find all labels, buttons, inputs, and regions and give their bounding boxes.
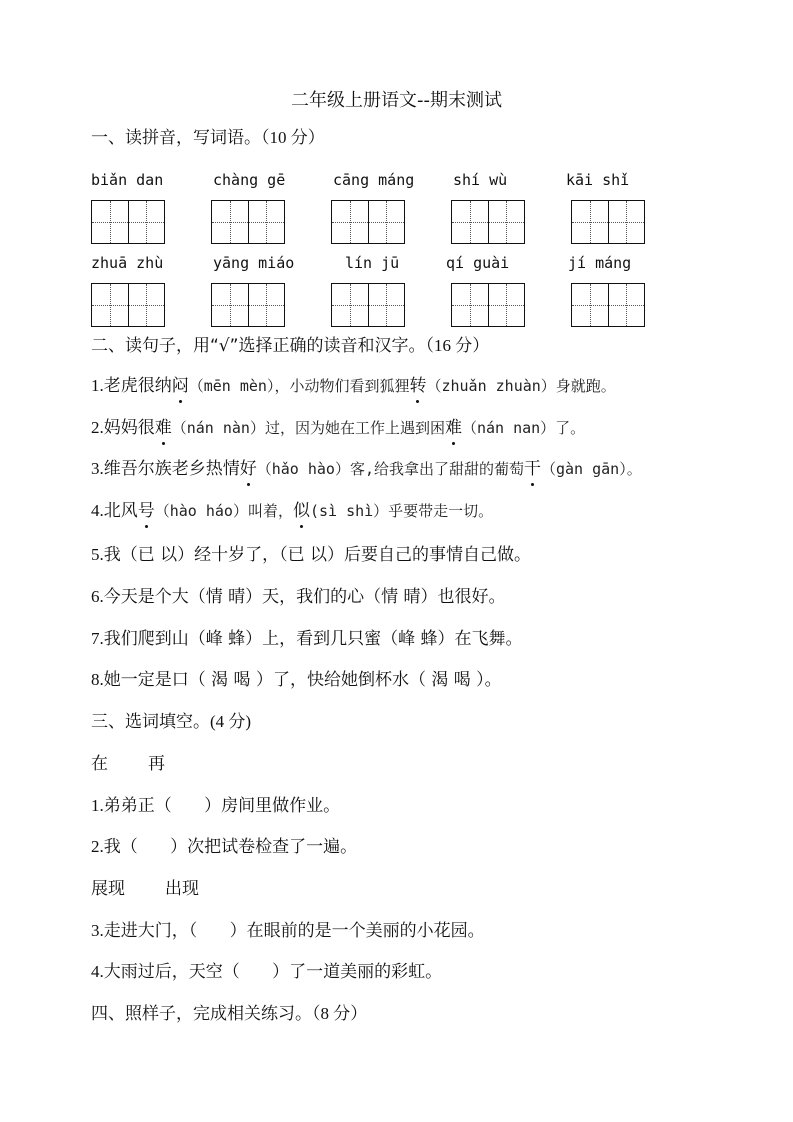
fill-item (91, 835, 357, 859)
question-text: 弟弟正（ ）房间里做作业。 (103, 796, 341, 816)
question-text: 我们爬到山（峰 蜂）上，看到几只蜜（峰 蜂）在飞舞。 (103, 629, 523, 649)
question-number: 1. (91, 796, 104, 815)
emphasized-char: 闷 (171, 376, 189, 396)
emphasized-char: 号 (137, 501, 155, 521)
writing-grid[interactable] (451, 200, 525, 244)
pinyin-label: cāng máng (333, 171, 415, 189)
pinyin-label: lín jū (345, 254, 400, 272)
question-text: （hǎo hào）客,给我拿出了甜甜的葡萄 (256, 460, 524, 478)
question-text: （gàn gān）。 (541, 460, 642, 478)
section-heading-text: 三、选词填空。 (91, 712, 210, 732)
section3-heading (91, 710, 251, 734)
word-choice: 展现 (91, 879, 125, 899)
question-number: 8. (91, 670, 104, 689)
word-choice: 在 (91, 754, 108, 774)
section1-heading (91, 126, 325, 150)
word-choice: 出现 (165, 879, 199, 899)
question-text: （nán nàn）过，因为她在工作上遇到困 (171, 419, 445, 437)
word-choice: 再 (148, 754, 165, 774)
question-text: 妈妈很 (103, 418, 155, 438)
pinyin-label: chàng gē (213, 171, 286, 189)
question-text: （zhuǎn zhuàn）身就跑。 (426, 377, 616, 395)
question-text: 走进大门，（ ）在眼前的是一个美丽的小花园。 (103, 921, 485, 941)
question-text: 她一定是口（ 渴 喝 ）了，快给她倒杯水（ 渴 喝 ）。 (103, 670, 502, 690)
writing-grid[interactable] (91, 283, 165, 327)
pinyin-label: shí wù (453, 171, 508, 189)
question-item (91, 457, 642, 481)
question-item (91, 668, 502, 692)
word-choices-2 (91, 877, 199, 901)
emphasized-char: 难 (444, 418, 462, 438)
question-item (91, 543, 531, 567)
section-heading-text: 一、读拼音，写词语。 (91, 128, 261, 148)
pinyin-label: biǎn dan (91, 171, 164, 189)
question-number: 3. (91, 459, 104, 478)
writing-grid[interactable] (451, 283, 525, 327)
section-heading-text: 二、读句子，用“√”选择正确的读音和汉字。 (91, 336, 426, 356)
writing-grid[interactable] (211, 283, 285, 327)
question-item (91, 499, 493, 523)
section2-heading (91, 334, 489, 358)
pinyin-label: zhuā zhù (91, 254, 164, 272)
emphasized-char: 转 (409, 376, 427, 396)
question-item (91, 585, 506, 609)
question-number: 4. (91, 962, 104, 981)
page-title: 二年级上册语文--期末测试 (291, 90, 502, 111)
section-heading-text: 四、照样子，完成相关练习。 (91, 1004, 312, 1024)
fill-item (91, 960, 442, 984)
emphasized-char: 好 (239, 459, 257, 479)
question-text: （hào háo）叫着， (154, 502, 293, 520)
question-text: 我（已 以）经十岁了，（已 以）后要自己的事情自己做。 (103, 545, 532, 565)
question-text: （nán nan）了。 (461, 419, 586, 437)
pinyin-label: kāi shǐ (566, 171, 630, 189)
writing-grid[interactable] (331, 200, 405, 244)
pinyin-label: jí máng (568, 254, 632, 272)
question-item (91, 374, 616, 398)
question-number: 7. (91, 629, 104, 648)
question-text: 我（ ）次把试卷检查了一遍。 (103, 837, 358, 857)
writing-grid[interactable] (571, 200, 645, 244)
section-score: （8 分） (312, 1004, 368, 1023)
question-text: 维吾尔族老乡热情 (103, 459, 240, 479)
question-text: （mēn mèn），小动物们看到狐狸 (188, 377, 410, 395)
question-item (91, 627, 523, 651)
question-item (91, 416, 585, 440)
question-number: 6. (91, 587, 104, 606)
question-text: 今天是个大（情 晴）天，我们的心（情 晴）也很好。 (103, 587, 506, 607)
section-score: （10 分） (261, 128, 325, 147)
question-number: 2. (91, 837, 104, 856)
writing-grid[interactable] (211, 200, 285, 244)
pinyin-label: qí guài (446, 254, 510, 272)
question-number: 4. (91, 501, 104, 520)
writing-grid[interactable] (91, 200, 165, 244)
question-text: 老虎很纳 (103, 376, 172, 396)
section-score: (4 分) (210, 712, 252, 731)
word-choices-1 (91, 752, 165, 776)
fill-item (91, 794, 340, 818)
emphasized-char: 干 (524, 459, 541, 479)
section-score: （16 分） (425, 336, 490, 355)
fill-item (91, 919, 485, 943)
emphasized-char: 难 (154, 418, 172, 438)
pinyin-label: yāng miáo (213, 254, 295, 272)
question-text: (sì shì）乎要带走一切。 (309, 502, 494, 520)
writing-grid[interactable] (571, 283, 645, 327)
section4-heading (91, 1002, 367, 1026)
question-number: 2. (91, 418, 104, 437)
question-number: 1. (91, 376, 104, 395)
emphasized-char: 似 (292, 501, 310, 521)
question-number: 3. (91, 921, 104, 940)
question-text: 大雨过后，天空（ ）了一道美丽的彩虹。 (103, 962, 443, 982)
question-text: 北风 (103, 501, 138, 521)
question-number: 5. (91, 545, 104, 564)
writing-grid[interactable] (331, 283, 405, 327)
